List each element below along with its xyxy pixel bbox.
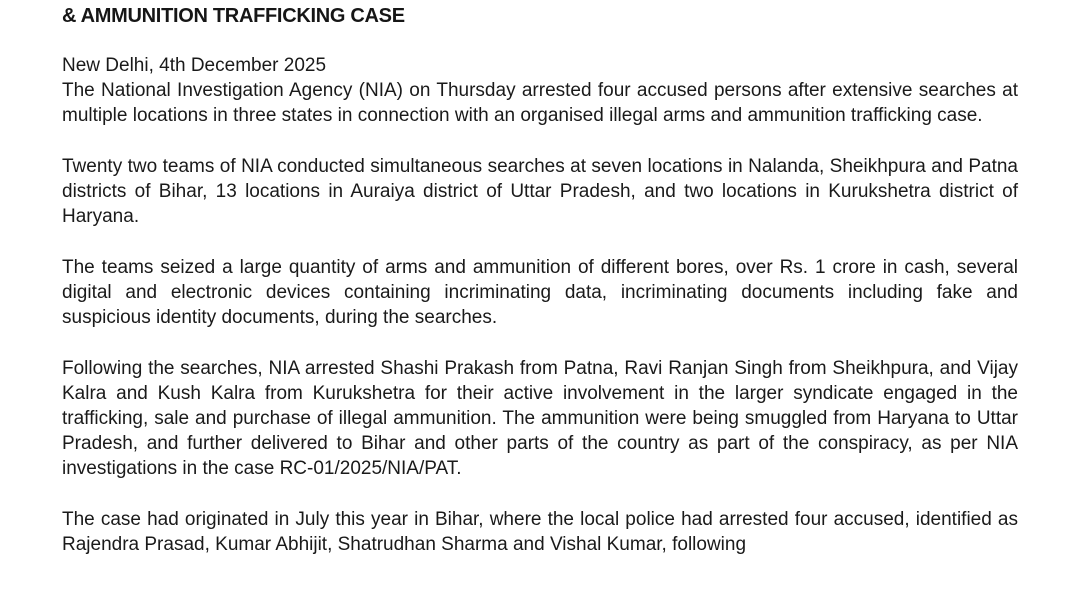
- paragraph-search-teams: Twenty two teams of NIA conducted simultaneous searches at seven locations in Nalanda, Sheikhpura and Patna districts of Bihar, 13 locations in Auraiya district of Uttar Pradesh, and two locations in Kurukshetra district of Haryana.: [62, 156, 1018, 227]
- paragraph-case-origin: The case had originated in July this year in Bihar, where the local police had arrested four accused, identified as Rajendra Prasad, Kumar Abhijit, Shatrudhan Sharma and Vishal Kumar, following: [62, 509, 1018, 555]
- paragraph-arrests-summary: The National Investigation Agency (NIA) on Thursday arrested four accused persons after extensive searches at multiple locations in three states in connection with an organised illegal arms and ammunition trafficking case.: [62, 80, 1018, 126]
- document-heading: & AMMUNITION TRAFFICKING CASE: [62, 5, 405, 27]
- paragraph-accused-named: Following the searches, NIA arrested Shashi Prakash from Patna, Ravi Ranjan Singh from Sheikhpura, and Vijay Kalra and Kush Kalra from Kurukshetra for their active involvement in the larger syndicate engaged in the trafficking, sale and purchase of illegal ammunition. The ammunition were being smuggled from Haryana to Uttar Pradesh, and further delivered to Bihar and other parts of the country as part of the conspiracy, as per NIA investigations in the case RC-01/2025/NIA/PAT.: [62, 358, 1018, 479]
- dateline: New Delhi, 4th December 2025: [62, 55, 327, 76]
- paragraph-seizures: The teams seized a large quantity of arms and ammunition of different bores, over Rs. 1 crore in cash, several digital and electronic devices containing incriminating data, incriminating documents including fake and suspicious identity documents, during the searches.: [62, 257, 1018, 328]
